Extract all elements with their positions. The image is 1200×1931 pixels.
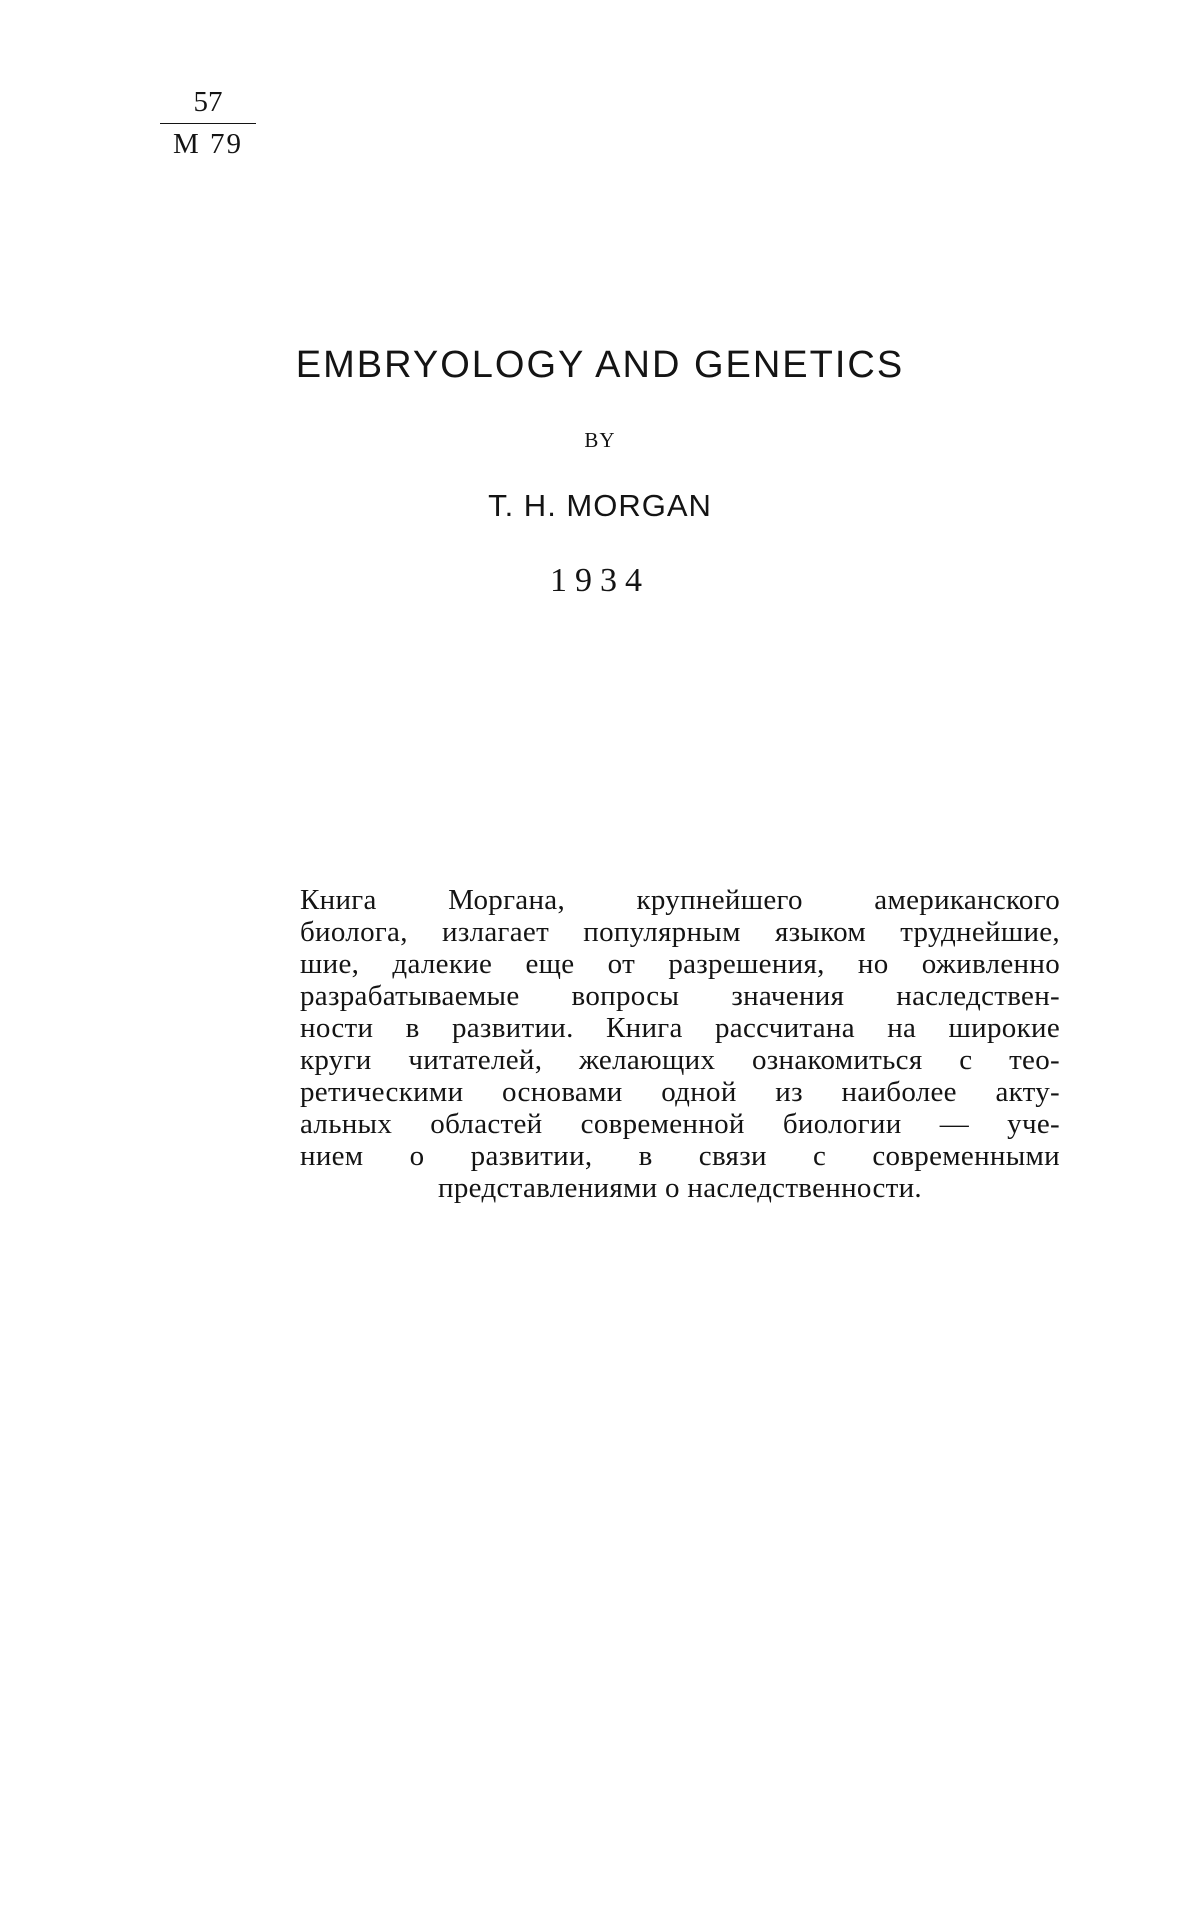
- annotation-line: ретическими основами одной из наиболее акту-: [300, 1076, 1060, 1108]
- annotation-line: ности в развитии. Книга рассчитана на широкие: [300, 1012, 1060, 1044]
- author-mark: М 79: [172, 128, 244, 160]
- annotation-paragraph: [300, 884, 1060, 1204]
- book-title: EMBRYOLOGY AND GENETICS: [295, 344, 905, 386]
- annotation-line: биолога, излагает популярным языком труднейшие,: [300, 916, 1060, 948]
- author-name: T. H. MORGAN: [488, 488, 712, 523]
- annotation-line: Книга Моргана, крупнейшего американского: [300, 884, 1060, 916]
- annotation-line: нием о развитии, в связи с современными: [300, 1140, 1060, 1172]
- publication-year: 1934: [550, 562, 650, 599]
- annotation-line: шие, далекие еще от разрешения, но оживленно: [300, 948, 1060, 980]
- annotation-line: разрабатываемые вопросы значения наследствен-: [300, 980, 1060, 1012]
- classification-index: [160, 88, 256, 159]
- annotation-line: представлениями о наследственности.: [438, 1172, 922, 1204]
- byline: BY: [584, 428, 616, 452]
- udc-number: 57: [160, 88, 256, 124]
- annotation-line: альных областей современной биологии — уче-: [300, 1108, 1060, 1140]
- annotation-line: круги читателей, желающих ознакомиться с тео-: [300, 1044, 1060, 1076]
